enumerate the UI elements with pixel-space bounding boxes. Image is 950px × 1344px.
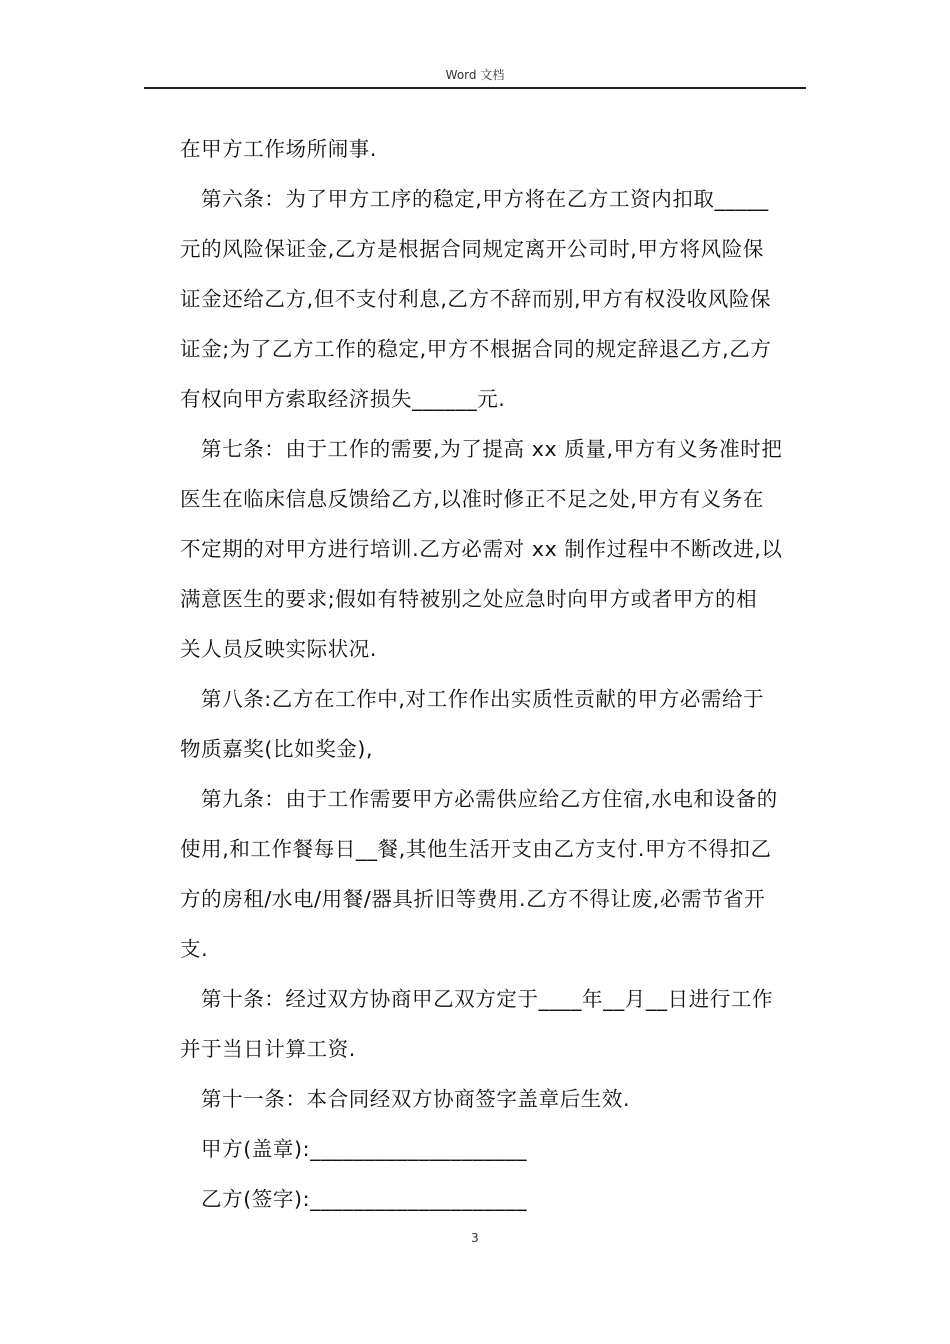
header-divider — [144, 87, 806, 89]
page-header: Word 文档 — [445, 68, 505, 82]
clause-9-line-2: 使用,和工作餐每日__餐,其他生活开支由乙方支付.甲方不得扣乙 — [180, 837, 772, 861]
clause-9-line-4: 支. — [180, 937, 209, 961]
clause-10-line-2: 并于当日计算工资. — [180, 1037, 356, 1061]
clause-7-line-3: 不定期的对甲方进行培训.乙方必需对 xx 制作过程中不断改进,以 — [180, 537, 783, 561]
clause-7-line-1: 第七条：由于工作的需要,为了提高 xx 质量,甲方有义务准时把 — [201, 437, 783, 461]
clause-6-line-3: 证金还给乙方,但不支付利息,乙方不辞而别,甲方有权没收风险保 — [180, 287, 772, 311]
clause-6-line-4: 证金;为了乙方工作的稳定,甲方不根据合同的规定辞退乙方,乙方 — [180, 337, 772, 361]
body-line-1: 在甲方工作场所闹事. — [180, 137, 378, 161]
clause-6-line-1: 第六条：为了甲方工序的稳定,甲方将在乙方工资内扣取_____ — [201, 187, 769, 211]
clause-10-line-1: 第十条：经过双方协商甲乙双方定于____年__月__日进行工作 — [201, 987, 774, 1011]
clause-7-line-5: 关人员反映实际状况. — [180, 637, 378, 661]
clause-6-line-5: 有权向甲方索取经济损失______元. — [180, 387, 506, 411]
page-number: 3 — [471, 1231, 479, 1245]
party-a-seal-line: 甲方(盖章):____________________ — [201, 1137, 528, 1161]
clause-8-line-1: 第八条:乙方在工作中,对工作作出实质性贡献的甲方必需给于 — [201, 687, 765, 711]
clause-9-line-3: 方的房租/水电/用餐/器具折旧等费用.乙方不得让废,必需节省开 — [180, 887, 766, 911]
clause-8-line-2: 物质嘉奖(比如奖金), — [180, 737, 374, 761]
clause-7-line-4: 满意医生的要求;假如有特被别之处应急时向甲方或者甲方的相 — [180, 587, 758, 611]
clause-7-line-2: 医生在临床信息反馈给乙方,以准时修正不足之处,甲方有义务在 — [180, 487, 764, 511]
clause-6-line-2: 元的风险保证金,乙方是根据合同规定离开公司时,甲方将风险保 — [180, 237, 764, 261]
document-body — [180, 124, 802, 1224]
clause-11-line-1: 第十一条：本合同经双方协商签字盖章后生效. — [201, 1087, 631, 1111]
clause-9-line-1: 第九条：由于工作需要甲方必需供应给乙方住宿,水电和设备的 — [201, 787, 778, 811]
party-b-signature-line: 乙方(签字):____________________ — [201, 1187, 528, 1211]
